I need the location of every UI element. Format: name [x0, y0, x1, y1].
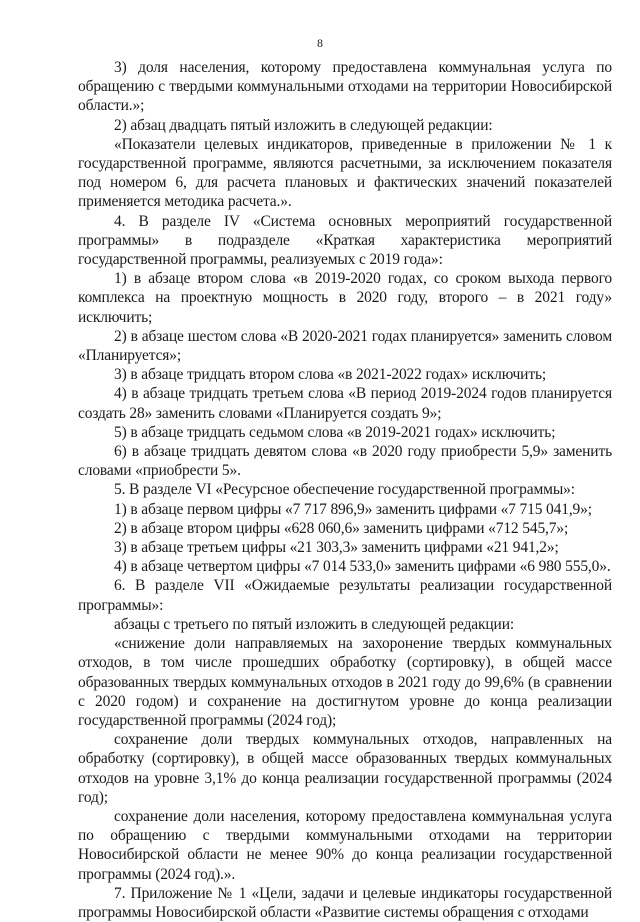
- paragraph: 4) в абзаце четвертом цифры «7 014 533,0» заменить цифрами «6 980 555,0».: [114, 558, 611, 576]
- paragraph: 2) в абзаце шестом слова «В 2020-2021 годах планируется» заменить словом «Планируется»;: [78, 327, 612, 365]
- paragraph: 6) в абзаце тридцать девятом слова «в 2020 году приобрести 5,9» заменить словами «приобрести 5».: [78, 443, 612, 480]
- paragraph: сохранение доли населения, которому предоставлена коммунальная услуга по обращению с твердыми коммунальными отходами на территории Новосибирской области не менее 90% до конца реализации государственной программы (2024 год).».: [78, 807, 612, 883]
- paragraph: 2) в абзаце втором цифры «628 060,6» заменить цифрами «712 545,7»;: [114, 519, 569, 537]
- paragraph: 5. В разделе VI «Ресурсное обеспечение государственной программы»:: [114, 481, 575, 499]
- paragraph: 1) в абзаце первом цифры «7 717 896,9» заменить цифрами «7 715 041,9»;: [114, 500, 592, 518]
- paragraph: абзацы с третьего по пятый изложить в следующей редакции:: [114, 615, 515, 633]
- paragraph: 4) в абзаце тридцать третьем слова «В период 2019-2024 годов планируется создать 28» заменить словами «Планируется создать 9»;: [78, 385, 612, 422]
- paragraph: 4. В разделе IV «Система основных мероприятий государственной программы» в подразделе «Краткая характеристика мероприятий государственной программы, реализуемых с 2019 года»:: [78, 212, 612, 269]
- paragraph: 3) в абзаце третьем цифры «21 303,3» заменить цифрами «21 941,2»;: [114, 539, 559, 557]
- paragraph: «снижение доли направляемых на захоронение твердых коммунальных отходов, в том числе прошедших обработку (сортировку), в общей массе образованных твердых коммунальных отходов в 2021 году до 99,6% (в сравнении с 2020 годом) и сохранение на достигнутом уровне до конца реализации государственной программы (2024 год);: [78, 635, 612, 729]
- paragraph: 3) доля населения, которому предоставлена коммунальная услуга по обращению с твердыми коммунальными отходами на территории Новосибирской области.»;: [78, 59, 612, 115]
- paragraph: 7. Приложение № 1 «Цели, задачи и целевые индикаторы государственной программы Новосибирской области «Развитие системы обращения с отходами: [78, 884, 612, 921]
- paragraph: 6. В разделе VII «Ожидаемые результаты реализации государственной программы»:: [78, 577, 612, 614]
- paragraph: 2) абзац двадцать пятый изложить в следующей редакции:: [114, 116, 493, 134]
- paragraph: 3) в абзаце тридцать втором слова «в 2021-2022 годах» исключить;: [114, 366, 547, 384]
- document-body: [78, 58, 612, 922]
- paragraph: 1) в абзаце втором слова «в 2019-2020 годах, со сроком выхода первого комплекса на проектную мощность в 2020 году, второго – в 2021 году» исключить;: [78, 270, 612, 326]
- paragraph: 5) в абзаце тридцать седьмом слова «в 2019-2021 годах» исключить;: [114, 423, 556, 441]
- paragraph: «Показатели целевых индикаторов, приведенные в приложении № 1 к государственной программе, являются расчетными, за исключением показателя под номером 6, для расчета плановых и фактических значений показателей применяется методика расчета.».: [78, 135, 612, 211]
- page-number: 8: [317, 36, 323, 50]
- paragraph: сохранение доли твердых коммунальных отходов, направленных на обработку (сортировку), в общей массе образованных твердых коммунальных отходов на уровне 3,1% до конца реализации государственной программы (2024 год);: [78, 731, 612, 806]
